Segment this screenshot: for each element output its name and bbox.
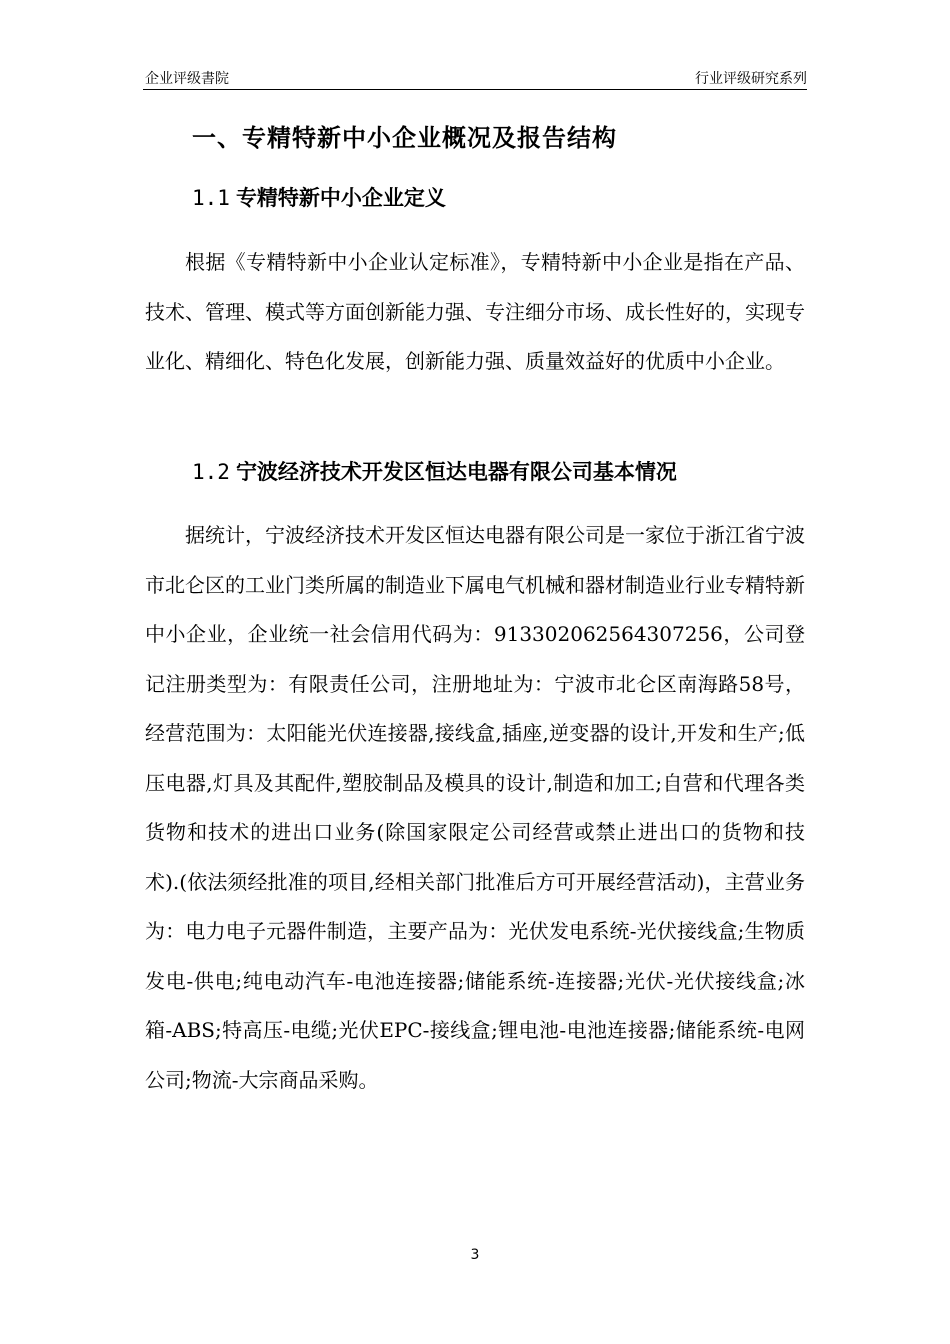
subsection-1-title: 专精特新中小企业定义	[235, 186, 446, 210]
page-number: 3	[470, 1247, 480, 1263]
header-left-text: 企业评级書院	[145, 71, 229, 87]
subsection-2-number: 1.2	[192, 460, 230, 484]
header-divider	[143, 89, 807, 90]
header-right-text: 行业评级研究系列	[695, 71, 807, 87]
subsection-1-number: 1.1	[192, 186, 230, 210]
subsection-2-paragraph: 据统计，宁波经济技术开发区恒达电器有限公司是一家位于浙江省宁波市北仑区的工业门类所属的制造业下属电气机械和器材制造业行业专精特新中小企业，企业统一社会信用代码为：913302062564307256，公司登记注册类型为：有限责任公司，注册地址为：宁波市北仑区南海路58号，经营范围为：太阳能光伏连接器,接线盒,插座,逆变器的设计,开发和生产;低压电器,灯具及其配件,塑胶制品及模具的设计,制造和加工;自营和代理各类货物和技术的进出口业务(除国家限定公司经营或禁止进出口的货物和技术).(依法须经批准的项目,经相关部门批准后方可开展经营活动)，主营业务为：电力电子元器件制造，主要产品为：光伏发电系统-光伏接线盒;生物质发电-供电;纯电动汽车-电池连接器;储能系统-连接器;光伏-光伏接线盒;冰箱-ABS;特高压-电缆;光伏EPC-接线盒;锂电池-电池连接器;储能系统-电网公司;物流-大宗商品采购。	[145, 523, 805, 1092]
subsection-2-heading	[192, 456, 677, 486]
section-title: 一、专精特新中小企业概况及报告结构	[192, 124, 617, 152]
subsection-1-paragraph: 根据《专精特新中小企业认定标准》，专精特新中小企业是指在产品、技术、管理、模式等方面创新能力强、专注细分市场、成长性好的，实现专业化、精细化、特色化发展，创新能力强、质量效益好的优质中小企业。	[145, 250, 805, 373]
subsection-2-title: 宁波经济技术开发区恒达电器有限公司基本情况	[235, 460, 677, 484]
subsection-1-heading	[192, 182, 446, 212]
